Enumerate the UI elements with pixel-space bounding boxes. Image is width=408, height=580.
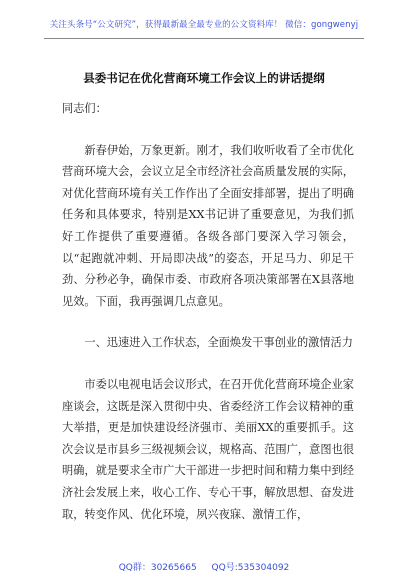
section-heading: 一、迅速进入工作状态，全面焕发干事创业的激情活力 — [84, 336, 353, 350]
header-banner: 关注头条号“公文研究”，获得最新最全最专业的公文资料库！ 微信：gongwenyj — [49, 20, 359, 30]
paragraph-intro: 新春伊始，万象更新。刚才，我们收听收看了全市优化营商环境大会，会议立足全市经济社会高质量发展的实际，对优化营商环境有关工作作出了全面安排部署，提出了明确任务和具体要求，特别是XX书记讲了重要意见，为我们抓好工作提供了重要遵循。各级各部门要深入学习领会，以“起跑就冲刺、开局即决战”的姿态，开足马力、卯足干劲、分秒必争，确保市委、市政府各项决策部署在X县落地见效。下面，我再强调几点意见。 — [62, 143, 354, 308]
footer-qq-group: QQ群：30265665 — [118, 563, 197, 573]
paragraph-section-1: 市委以电视电话会议形式，在召开优化营商环境企业家座谈会，这既是深入贯彻中央、省委经济工作会议精神的重大举措，更是加快建设经济强市、美丽XX的重要抓手。这次会议是市县乡三级视频会议，规格高、范围广，意图也很明确，就是要求全市广大干部进一步把时间和精力集中到经济社会发展上来，收心工作、专心干事，解放思想、奋发进取，转变作风、优化环境，夙兴夜寐、激情工作， — [62, 377, 354, 521]
footer-qq-number: QQ号:535304092 — [211, 563, 290, 573]
document-body — [62, 98, 354, 545]
footer — [0, 560, 408, 573]
document-title: 县委书记在优化营商环境工作会议上的讲话提纲 — [83, 71, 325, 85]
salutation: 同志们： — [62, 102, 107, 115]
header-divider — [44, 38, 364, 39]
